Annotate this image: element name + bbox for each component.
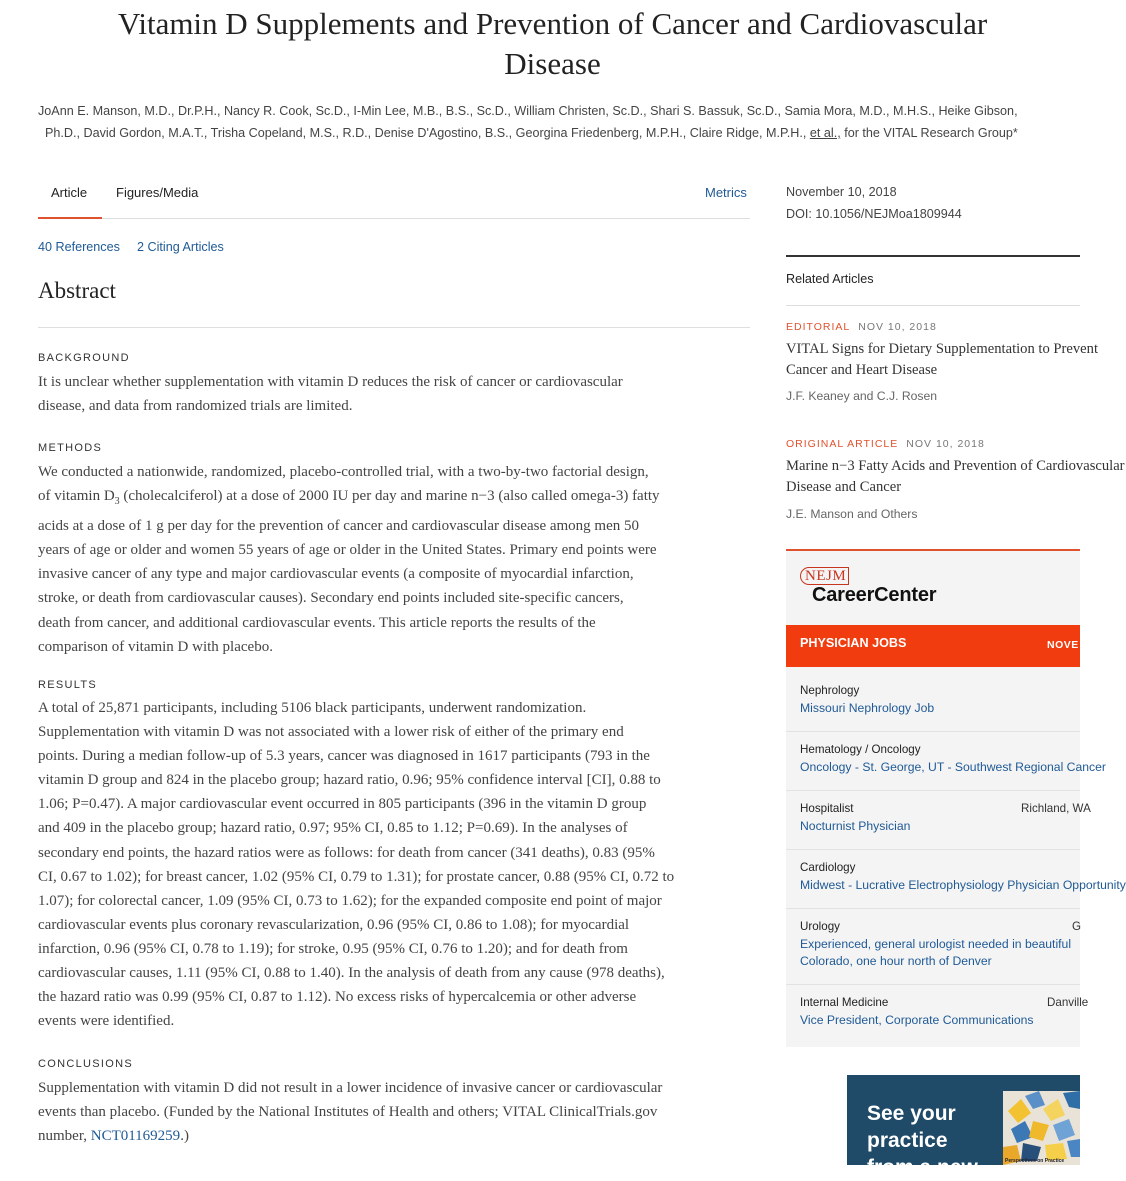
job-divider xyxy=(786,731,1080,732)
ad-artwork[interactable] xyxy=(1003,1091,1080,1165)
background-label: BACKGROUND xyxy=(38,352,130,364)
tab-metrics[interactable]: Metrics xyxy=(705,185,747,200)
authors-line-1: JoAnn E. Manson, M.D., Dr.P.H., Nancy R. Cook, Sc.D., I-Min Lee, M.B., B.S., Sc.D., William Christen, Sc.D., Shari S. Bassuk, Sc.D., Samia Mora, M.D., M.H.S., Heike Gibson, xyxy=(38,104,1018,118)
job-link[interactable]: Vice President, Corporate Communications xyxy=(800,1013,1034,1027)
methods-label: METHODS xyxy=(38,442,103,454)
related-divider xyxy=(786,305,1080,306)
job-category: Hematology / Oncology xyxy=(800,743,921,756)
active-tab-indicator xyxy=(38,217,102,219)
job-link[interactable]: Nocturnist Physician xyxy=(800,819,911,833)
job-divider xyxy=(786,984,1080,985)
physician-jobs-label[interactable]: PHYSICIAN JOBS xyxy=(800,636,907,650)
conclusions-text: Supplementation with vitamin D did not result in a lower incidence of invasive cancer or cardiovascular events than placebo. (Funded by the National Institutes of Health and others; VITAL ClinicalTrials.gov number, NCT01169259.) xyxy=(38,1080,663,1145)
job-link[interactable]: Midwest - Lucrative Electrophysiology Physician Opportunity xyxy=(800,878,1126,892)
job-location: Danville xyxy=(1047,996,1089,1009)
related-item-title[interactable]: Marine n−3 Fatty Acids and Prevention of Cardiovascular Disease and Cancer xyxy=(786,458,1125,495)
related-item-kind: EDITORIAL NOV 10, 2018 xyxy=(786,321,937,333)
sidebar-divider xyxy=(786,255,1080,257)
tab-article[interactable]: Article xyxy=(51,185,88,200)
publication-date: November 10, 2018 xyxy=(786,185,897,199)
job-category: Hospitalist xyxy=(800,802,854,815)
job-link[interactable]: Oncology - St. George, UT - Southwest Regional Cancer xyxy=(800,760,1106,774)
authors-line-2: Ph.D., David Gordon, M.A.T., Trisha Copeland, M.S., R.D., Denise D'Agostino, B.S., Georgina Friedenberg, M.P.H., Claire Ridge, M.P.H., et al., for the VITAL Research Group* xyxy=(45,126,1018,140)
related-item-kind: ORIGINAL ARTICLE NOV 10, 2018 xyxy=(786,438,985,450)
jobs-date: NOVE xyxy=(1047,639,1079,651)
citing-articles-link[interactable]: 2 Citing Articles xyxy=(137,240,224,254)
career-center-title[interactable]: CareerCenter xyxy=(812,584,937,606)
job-divider xyxy=(786,908,1080,909)
job-divider xyxy=(786,790,1080,791)
tab-figures-media[interactable]: Figures/Media xyxy=(116,185,199,200)
related-articles-heading: Related Articles xyxy=(786,272,874,286)
related-item-authors: J.E. Manson and Others xyxy=(786,507,918,521)
related-item-title[interactable]: VITAL Signs for Dietary Supplementation to Prevent Cancer and Heart Disease xyxy=(786,341,1098,378)
tab-divider xyxy=(38,218,750,219)
job-location: G xyxy=(1072,920,1082,933)
et-al-link[interactable]: et al., xyxy=(809,126,841,140)
results-label: RESULTS xyxy=(38,679,98,691)
article-title: Vitamin D Supplements and Prevention of Cancer and Cardiovascular Disease xyxy=(117,6,988,81)
job-category: Nephrology xyxy=(800,684,860,697)
conclusions-label: CONCLUSIONS xyxy=(38,1058,133,1070)
abstract-heading: Abstract xyxy=(38,278,116,303)
references-link[interactable]: 40 References xyxy=(38,240,120,254)
related-item-authors: J.F. Keaney and C.J. Rosen xyxy=(786,389,938,403)
background-text: It is unclear whether supplementation with vitamin D reduces the risk of cancer or cardiovascular disease, and data from randomized trials are limited. xyxy=(38,374,623,415)
doi: DOI: 10.1056/NEJMoa1809944 xyxy=(786,207,962,221)
results-text: A total of 25,871 participants, including 5106 black participants, underwent randomization. Supplementation with vitamin D was not associated with a lower risk of either of the primary end points. During a median follow-up of 5.3 years, cancer was diagnosed in 1617 participants (793 in the vitamin D group and 824 in the placebo group; hazard ratio, 0.96; 95% confidence interval [CI], 0.88 to 1.06; P=0.47). A major cardiovascular event occurred in 805 participants (396 in the vitamin D group and 409 in the placebo group; hazard ratio, 0.97; 95% CI, 0.85 to 1.12; P=0.69). In the analyses of secondary end points, the hazard ratios were as follows: for death from cancer (341 deaths), 0.83 (95% CI, 0.67 to 1.02); for breast cancer, 1.02 (95% CI, 0.79 to 1.31); for prostate cancer, 0.88 (95% CI, 0.72 to 1.07); for colorectal cancer, 1.09 (95% CI, 0.73 to 1.62); for the expanded composite end point of major cardiovascular events plus coronary revascularization, 0.96 (95% CI, 0.86 to 1.08); for myocardial infarction, 0.96 (95% CI, 0.78 to 1.19); for stroke, 0.95 (95% CI, 0.76 to 1.20); and for death from cardiovascular causes, 1.11 (95% CI, 0.88 to 1.40). In the analysis of death from any cause (978 deaths), the hazard ratio was 0.99 (95% CI, 0.87 to 1.12). No excess risks of hypercalcemia or other adverse events were identified. xyxy=(38,700,675,1030)
job-link[interactable]: Missouri Nephrology Job xyxy=(800,701,935,715)
job-category: Urology xyxy=(800,920,840,933)
job-category: Internal Medicine xyxy=(800,996,889,1009)
clinicaltrials-link[interactable]: NCT01169259 xyxy=(90,1128,181,1145)
job-link[interactable]: Experienced, general urologist needed in beautiful Colorado, one hour north of Denver xyxy=(800,937,1072,968)
career-accent-line xyxy=(786,549,1080,551)
ad-mosaic-graphic xyxy=(1003,1091,1080,1165)
author-list xyxy=(38,100,1068,144)
job-location: Richland, WA xyxy=(1021,802,1091,815)
nejm-logo: NEJM xyxy=(800,568,849,585)
abstract-divider xyxy=(38,327,750,328)
ad-text[interactable]: See your practice from a new xyxy=(867,1102,978,1179)
job-category: Cardiology xyxy=(800,861,856,874)
job-divider xyxy=(786,849,1080,850)
methods-text: We conducted a nationwide, randomized, placebo-controlled trial, with a two-by-two factorial design, of vitamin $D_3$ (cholecalciferol) at a dose of 2000 IU per day and marine n−3 (also called omega-3) fatty acids at a dose of 1 g per day for the prevention of cancer and cardiovascular disease among men 50 years of age or older and women 55 years of age or older in the United States. Primary end points were invasive cancer of any type and major cardiovascular events (a composite of myocardial infarction, stroke, or death from cardiovascular causes). Secondary end points included site-specific cancers, death from cancer, and additional cardiovascular events. This article reports the results of the comparison of vitamin D with placebo. xyxy=(38,464,660,655)
ad-caption: Perspectives on Practice xyxy=(1005,1158,1065,1164)
